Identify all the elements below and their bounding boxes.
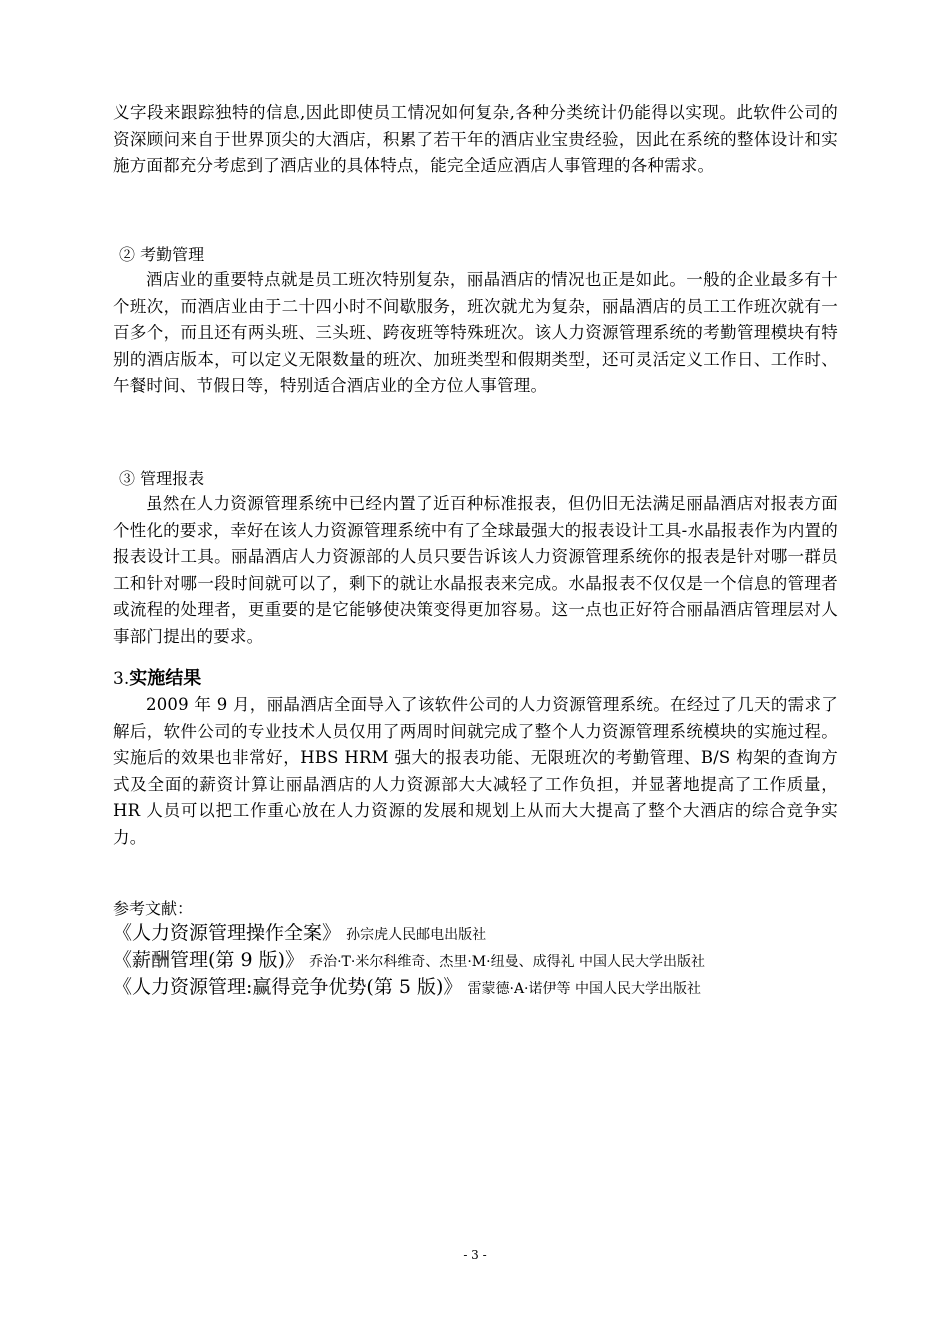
- attendance-paragraph: 酒店业的重要特点就是员工班次特别复杂，丽晶酒店的情况也正是如此。一般的企业最多有十个班次，而酒店业由于二十四小时不间歇服务，班次就尤为复杂，丽晶酒店的员工工作班次就有一百多个，而且还有两头班、三头班、跨夜班等特殊班次。该人力资源管理系统的考勤管理模块有特别的酒店版本，可以定义无限数量的班次、加班类型和假期类型，还可灵活定义工作日、工作时、午餐时间、节假日等，特别适合酒店业的全方位人事管理。: [113, 270, 838, 395]
- intro-paragraph: 义字段来跟踪独特的信息,因此即使员工情况如何复杂,各种分类统计仍能得以实现。此软件公司的资深顾问来自于世界顶尖的大酒店，积累了若干年的酒店业宝贵经验，因此在系统的整体设计和实施方面都充分考虑到了酒店业的具体特点，能完全适应酒店人事管理的各种需求。: [113, 103, 838, 175]
- reference-item: [113, 975, 838, 1002]
- reference-item: [113, 921, 838, 948]
- reference-title: 《人力资源管理操作全案》: [113, 922, 342, 944]
- reference-item: [113, 948, 838, 975]
- reports-heading: ③ 管理报表: [119, 469, 205, 488]
- attendance-section: [113, 243, 838, 400]
- intro-section: [113, 100, 838, 180]
- results-title: 实施结果: [129, 668, 202, 689]
- results-heading: [113, 666, 838, 692]
- references-heading: 参考文献：: [113, 899, 194, 918]
- results-paragraph: 2009 年 9 月，丽晶酒店全面导入了该软件公司的人力资源管理系统。在经过了几天的需求了解后，软件公司的专业技术人员仅用了两周时间就完成了整个人力资源管理系统模块的实施过程。实施后的效果也非常好，HBS HRM 强大的报表功能、无限班次的考勤管理、B/S 构架的查询方式及全面的薪资计算让丽晶酒店的人力资源部大大减轻了工作负担，并显著地提高了工作质量，HR 人员可以把工作重心放在人力资源的发展和规划上从而大大提高了整个大酒店的综合竞争实力。: [113, 695, 838, 847]
- reference-author: 雷蒙德·A·诺伊等 中国人民大学出版社: [467, 981, 701, 997]
- reference-author: 孙宗虎人民邮电出版社: [346, 927, 487, 943]
- results-number: 3.: [113, 669, 130, 689]
- results-section: [113, 666, 838, 851]
- attendance-heading: ② 考勤管理: [119, 245, 205, 264]
- page-number: - 3 -: [463, 1248, 487, 1262]
- reports-paragraph: 虽然在人力资源管理系统中已经内置了近百种标准报表，但仍旧无法满足丽晶酒店对报表方面个性化的要求，幸好在该人力资源管理系统中有了全球最强大的报表设计工具-水晶报表作为内置的报表设计工具。丽晶酒店人力资源部的人员只要告诉该人力资源管理系统你的报表是针对哪一群员工和针对哪一段时间就可以了，剩下的就让水晶报表来完成。水晶报表不仅仅是一个信息的管理者或流程的处理者，更重要的是它能够使决策变得更加容易。这一点也正好符合丽晶酒店管理层对人事部门提出的要求。: [113, 494, 838, 646]
- reference-title: 《人力资源管理:赢得竞争优势(第 5 版)》: [113, 976, 463, 998]
- reports-section: [113, 467, 838, 650]
- reference-title: 《薪酬管理(第 9 版)》: [113, 949, 304, 971]
- references-section: [113, 897, 838, 1002]
- reference-author: 乔治·T·米尔科维奇、杰里·M·纽曼、成得礼 中国人民大学出版社: [309, 954, 706, 970]
